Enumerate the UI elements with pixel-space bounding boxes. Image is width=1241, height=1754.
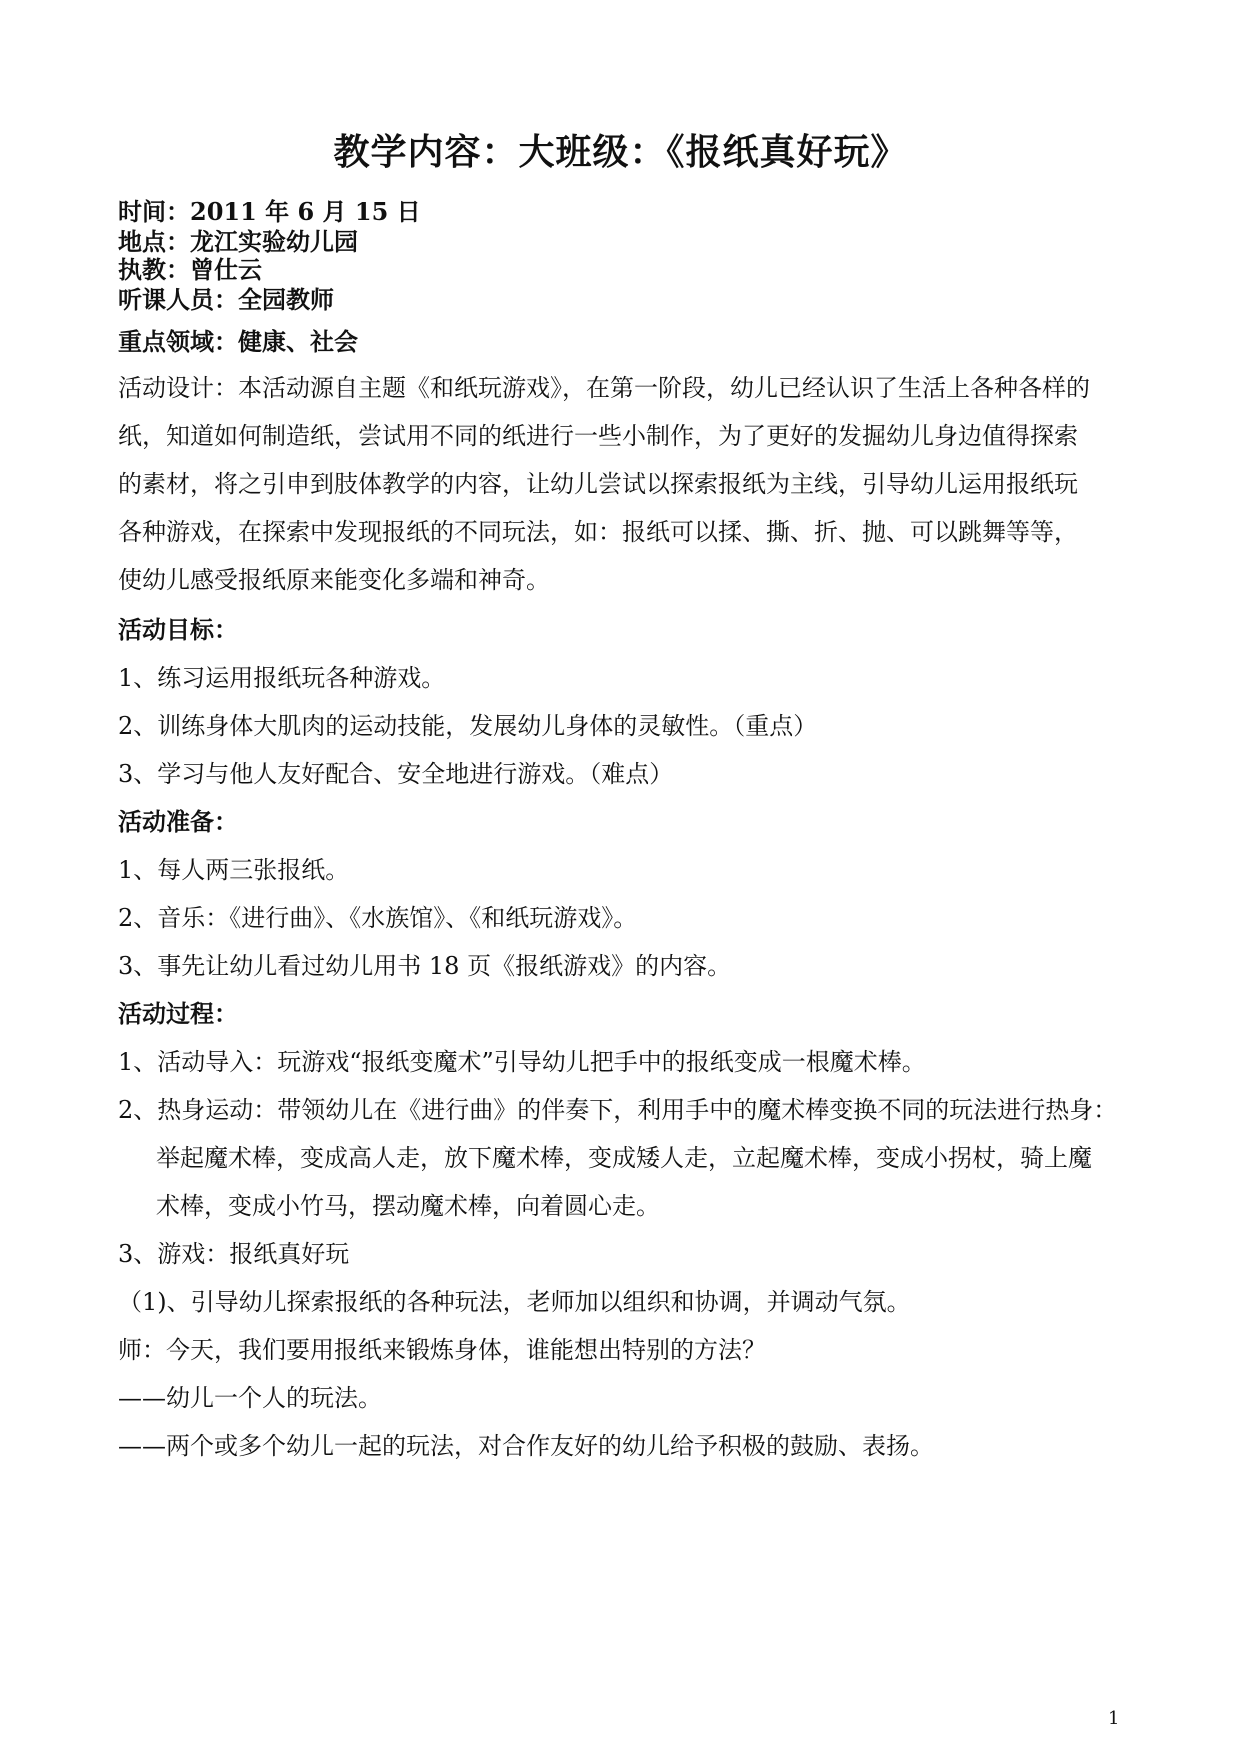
process-subitem: （1)、引导幼儿探索报纸的各种玩法，老师加以组织和协调，并调动气氛。	[118, 1288, 911, 1316]
meta-time: 时间：2011 年 6 月 15 日	[118, 197, 421, 226]
design-line: 的素材，将之引申到肢体教学的内容，让幼儿尝试以探索报纸为主线，引导幼儿运用报纸玩	[118, 470, 1078, 498]
process-item: 1、活动导入：玩游戏“报纸变魔术”引导幼儿把手中的报纸变成一根魔术棒。	[118, 1048, 926, 1076]
process-item: 2、热身运动：带领幼儿在《进行曲》的伴奏下，利用手中的魔术棒变换不同的玩法进行热身：	[118, 1096, 1118, 1124]
design-line: 活动设计：本活动源自主题《和纸玩游戏》，在第一阶段，幼儿已经认识了生活上各种各样的	[118, 374, 1090, 402]
meta-focus: 重点领域：健康、社会	[118, 327, 358, 356]
goal-item: 3、学习与他人友好配合、安全地进行游戏。（难点）	[118, 760, 674, 788]
prep-item: 2、音乐：《进行曲》、《水族馆》、《和纸玩游戏》。	[118, 904, 638, 932]
prep-heading: 活动准备：	[118, 807, 238, 836]
design-line: 纸，知道如何制造纸，尝试用不同的纸进行一些小制作，为了更好的发掘幼儿身边值得探索	[118, 422, 1078, 450]
design-line: 使幼儿感受报纸原来能变化多端和神奇。	[118, 566, 550, 594]
meta-audience: 听课人员：全园教师	[118, 285, 334, 314]
process-heading: 活动过程：	[118, 999, 238, 1028]
prep-item: 3、事先让幼儿看过幼儿用书 18 页《报纸游戏》的内容。	[118, 952, 732, 980]
design-line: 各种游戏，在探索中发现报纸的不同玩法，如：报纸可以揉、撕、折、抛、可以跳舞等等，	[118, 518, 1078, 546]
meta-place: 地点：龙江实验幼儿园	[118, 227, 358, 256]
process-item: 3、游戏：报纸真好玩	[118, 1240, 350, 1268]
goal-item: 1、练习运用报纸玩各种游戏。	[118, 664, 446, 692]
goal-item: 2、训练身体大肌肉的运动技能，发展幼儿身体的灵敏性。（重点）	[118, 712, 818, 740]
process-dash-item: ——两个或多个幼儿一起的玩法，对合作友好的幼儿给予积极的鼓励、表扬。	[118, 1432, 934, 1460]
process-item-continued: 术棒，变成小竹马，摆动魔术棒，向着圆心走。	[156, 1192, 660, 1220]
prep-item: 1、每人两三张报纸。	[118, 856, 350, 884]
process-dialogue: 师：今天，我们要用报纸来锻炼身体，谁能想出特别的方法？	[118, 1336, 766, 1364]
process-item-continued: 举起魔术棒，变成高人走，放下魔术棒，变成矮人走，立起魔术棒，变成小拐杖，骑上魔	[156, 1144, 1092, 1172]
meta-teacher: 执教：曾仕云	[118, 255, 262, 284]
process-dash-item: ——幼儿一个人的玩法。	[118, 1384, 382, 1412]
document-title: 教学内容：大班级：《报纸真好玩》	[333, 131, 908, 173]
goals-heading: 活动目标：	[118, 615, 238, 644]
page-number: 1	[1108, 1708, 1120, 1729]
